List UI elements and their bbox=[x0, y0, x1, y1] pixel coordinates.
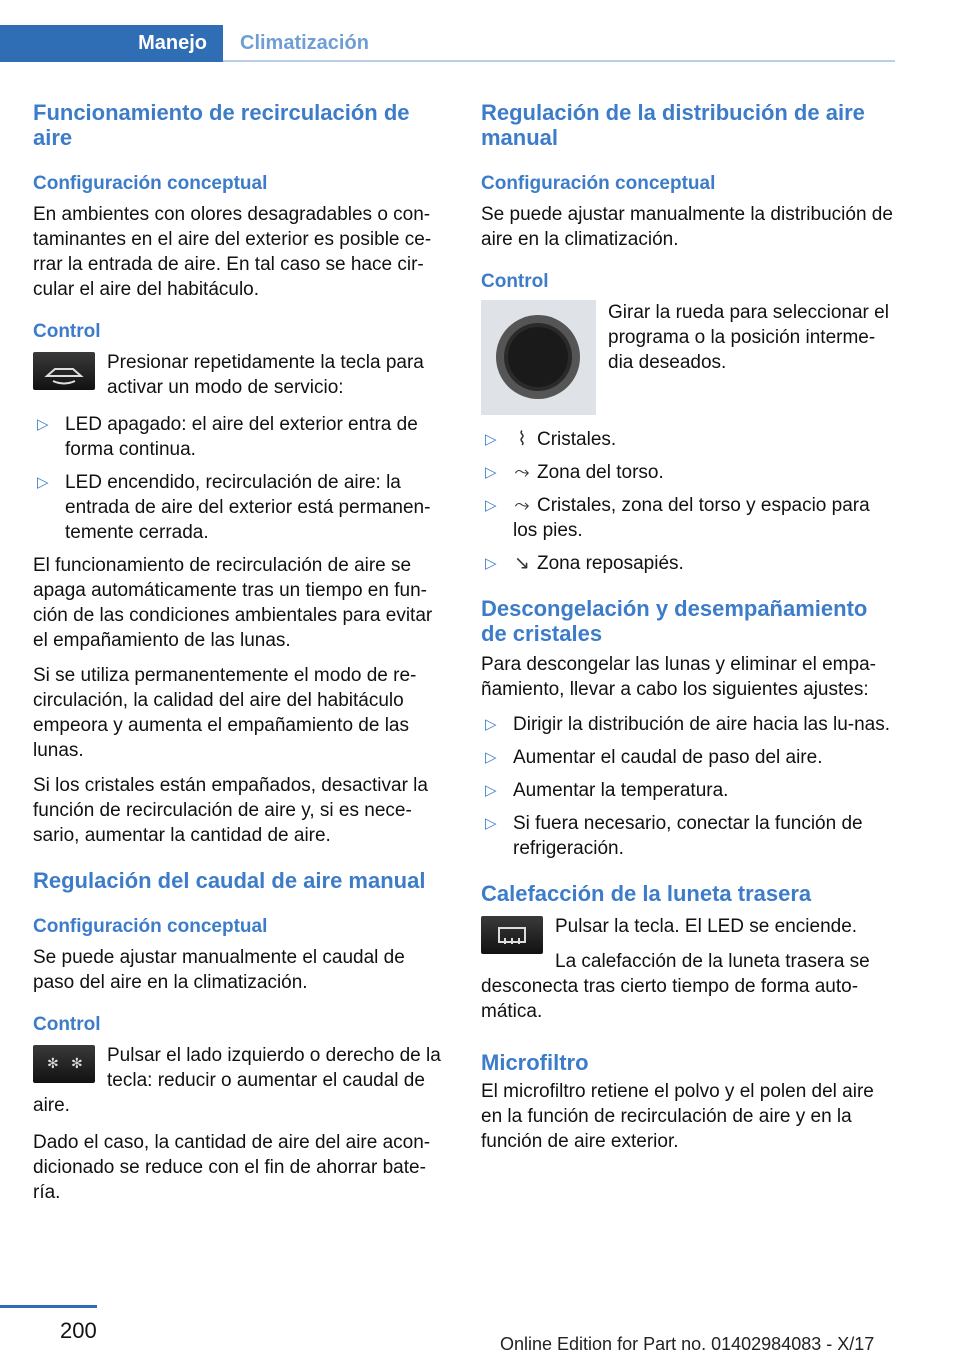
list-item-text: Aumentar el caudal de paso del aire. bbox=[513, 747, 823, 768]
section-microfilter bbox=[481, 1050, 896, 1154]
triangle-bullet-icon: ▷ bbox=[485, 431, 497, 448]
fan-button-image bbox=[33, 1045, 95, 1083]
control-row bbox=[33, 350, 448, 400]
list-item-text: Dirigir la distribución de aire hacia las lu-nas. bbox=[513, 714, 891, 735]
concept-text: Se puede ajustar manualmente la distribución de aire en la climatización. bbox=[481, 204, 893, 250]
paragraph: El microfiltro retiene el polvo y el polen del aire en la función de recirculación de aire y en la función de aire exterior. bbox=[481, 1081, 874, 1152]
section-rear-window bbox=[481, 881, 896, 1024]
concept-text: Se puede ajustar manualmente el caudal de paso del aire en la climatización. bbox=[33, 947, 405, 993]
concept-heading: Configuración conceptual bbox=[33, 916, 268, 937]
paragraph: El funcionamiento de recirculación de aire se apaga automáticamente tras un tiempo en fun-ción de las condiciones ambientales para evitar el empañamiento de las lunas. bbox=[33, 555, 433, 651]
list-item bbox=[481, 712, 896, 737]
section-title: Microfiltro bbox=[481, 1050, 589, 1075]
section-title: Calefacción de la luneta trasera bbox=[481, 881, 812, 906]
section-title: Regulación de la distribución de aire manual bbox=[481, 100, 865, 150]
list-item-text: Zona reposapiés. bbox=[537, 553, 684, 574]
list-item-text: Cristales, zona del torso y espacio para los pies. bbox=[513, 495, 870, 541]
control-text: Pulsar el lado izquierdo o derecho de la tecla: reducir o aumentar el caudal de aire. bbox=[33, 1045, 441, 1116]
control-block bbox=[33, 1043, 448, 1118]
concept-text: En ambientes con olores desagradables o con-taminantes en el aire del exterior es posible ce-rrar la entrada de aire. En tal caso se hace cir-cular el aire del habitáculo. bbox=[33, 204, 432, 300]
list-item-text: LED encendido, recirculación de aire: la entrada de aire del exterior está permanen-temente cerrada. bbox=[65, 472, 431, 543]
windshield-icon: ⌇ bbox=[517, 429, 527, 450]
distribution-list bbox=[481, 427, 896, 576]
tab-climatizacion[interactable]: Climatización bbox=[240, 32, 369, 54]
triangle-bullet-icon: ▷ bbox=[485, 497, 497, 514]
section-title: Descongelación y desempañamiento de cristales bbox=[481, 596, 868, 646]
concept-heading: Configuración conceptual bbox=[33, 173, 268, 194]
section-defrost bbox=[481, 596, 896, 861]
edition-footer: Online Edition for Part no. 01402984083 - X/17 bbox=[500, 1334, 875, 1354]
defrost-list bbox=[481, 712, 896, 861]
list-item bbox=[481, 811, 896, 861]
right-column bbox=[481, 100, 896, 1174]
list-item bbox=[481, 460, 896, 485]
section-title: Regulación del caudal de aire manual bbox=[33, 868, 426, 893]
header-divider bbox=[223, 60, 895, 62]
list-item bbox=[481, 551, 896, 576]
control-text: Presionar repetidamente la tecla para activar un modo de servicio: bbox=[107, 352, 424, 398]
concept-heading: Configuración conceptual bbox=[481, 173, 716, 194]
triangle-bullet-icon: ▷ bbox=[485, 749, 497, 766]
feet-icon: ↘ bbox=[514, 553, 530, 574]
section-airflow bbox=[33, 868, 448, 1205]
triangle-bullet-icon: ▷ bbox=[37, 474, 49, 491]
distribution-dial-image bbox=[481, 300, 596, 415]
tab-manejo[interactable]: Manejo bbox=[0, 25, 223, 62]
section-title: Funcionamiento de recirculación de aire bbox=[33, 100, 410, 150]
list-item bbox=[481, 778, 896, 803]
triangle-bullet-icon: ▷ bbox=[485, 555, 497, 572]
section-recirculation bbox=[33, 100, 448, 848]
control-heading: Control bbox=[481, 271, 549, 292]
paragraph: Pulsar la tecla. El LED se enciende. bbox=[555, 916, 858, 937]
paragraph: Para descongelar las lunas y eliminar el empa-ñamiento, llevar a cabo los siguientes ajustes: bbox=[481, 654, 876, 700]
list-item-text: Cristales. bbox=[537, 429, 617, 450]
led-list bbox=[33, 412, 448, 545]
list-item-text: Aumentar la temperatura. bbox=[513, 780, 729, 801]
paragraph: La calefacción de la luneta trasera se desconecta tras cierto tiempo de forma auto-mática. bbox=[481, 951, 870, 1022]
torso-icon: ⤳ bbox=[514, 462, 530, 483]
list-item-text: Zona del torso. bbox=[537, 462, 664, 483]
car-recirculation-icon bbox=[33, 352, 95, 390]
paragraph: Dado el caso, la cantidad de aire del aire acon-dicionado se reduce con el fin de ahorrar bate-ría. bbox=[33, 1132, 431, 1203]
list-item bbox=[481, 493, 896, 543]
recirculation-button-image bbox=[33, 352, 95, 390]
rear-defrost-button-image bbox=[481, 916, 543, 954]
page-number: 200 bbox=[60, 1318, 97, 1343]
windshield-torso-feet-icon: ⤳ bbox=[514, 495, 530, 516]
control-block bbox=[481, 914, 896, 1024]
header-bar bbox=[0, 0, 895, 62]
triangle-bullet-icon: ▷ bbox=[485, 464, 497, 481]
svg-text:✻: ✻ bbox=[47, 1056, 59, 1072]
control-heading: Control bbox=[33, 321, 101, 342]
list-item bbox=[33, 470, 448, 545]
triangle-bullet-icon: ▷ bbox=[37, 416, 49, 433]
svg-text:✻: ✻ bbox=[71, 1056, 83, 1072]
list-item-text: Si fuera necesario, conectar la función de refrigeración. bbox=[513, 813, 863, 859]
paragraph: Si los cristales están empañados, desactivar la función de recirculación de aire y, si es nece-sario, aumentar la cantidad de aire. bbox=[33, 775, 428, 846]
triangle-bullet-icon: ▷ bbox=[485, 782, 497, 799]
section-distribution bbox=[481, 100, 896, 576]
control-heading: Control bbox=[33, 1014, 101, 1035]
list-item bbox=[481, 427, 896, 452]
control-row bbox=[481, 300, 896, 415]
control-text: Girar la rueda para seleccionar el programa o la posición interme-dia deseados. bbox=[608, 302, 889, 373]
list-item bbox=[33, 412, 448, 462]
triangle-bullet-icon: ▷ bbox=[485, 815, 497, 832]
footer-accent bbox=[0, 1305, 97, 1308]
dial-knob-icon bbox=[481, 300, 596, 415]
list-item bbox=[481, 745, 896, 770]
rear-defrost-icon bbox=[481, 916, 543, 954]
paragraph: Si se utiliza permanentemente el modo de re-circulación, la calidad del aire del habitáculo empeora y aumenta el empañamiento de las lunas. bbox=[33, 665, 417, 761]
left-column bbox=[33, 100, 448, 1225]
list-item-text: LED apagado: el aire del exterior entra de forma continua. bbox=[65, 414, 418, 460]
triangle-bullet-icon: ▷ bbox=[485, 716, 497, 733]
fan-icon bbox=[33, 1045, 95, 1083]
